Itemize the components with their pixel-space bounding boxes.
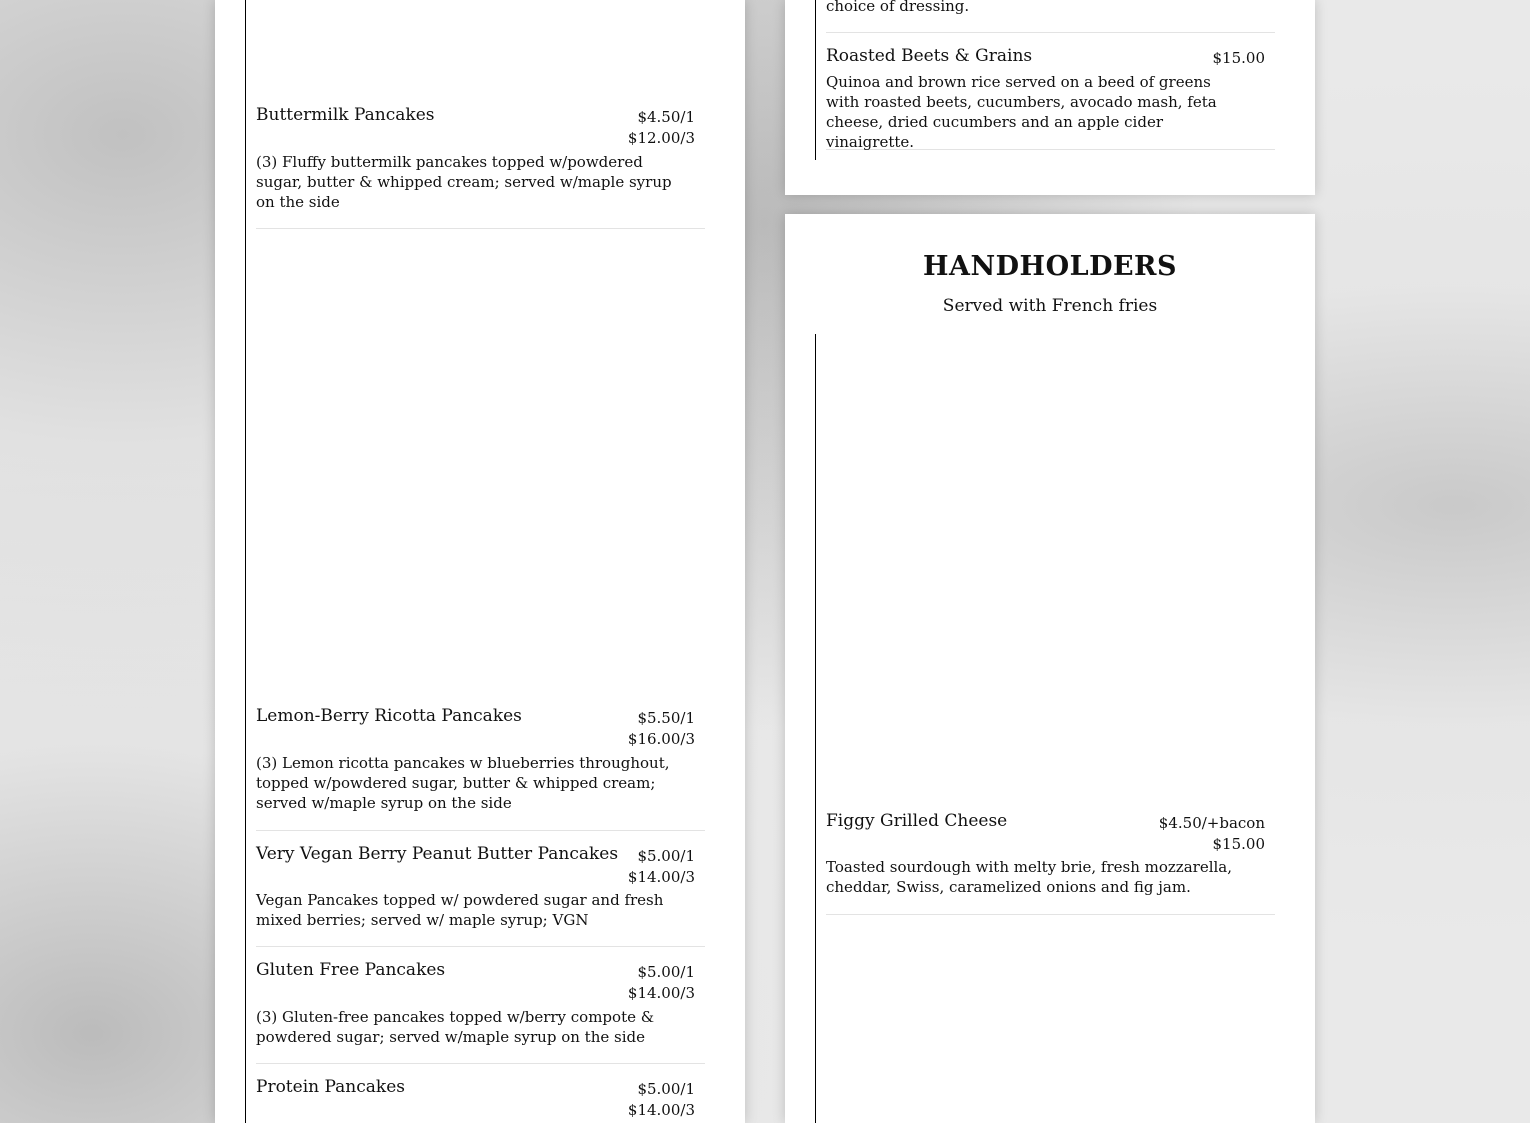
- menu-item-price: [628, 962, 695, 1004]
- handholders-menu-panel: [785, 214, 1315, 1123]
- price-triple: $16.00/3: [627, 730, 695, 748]
- menu-item-description: Vegan Pancakes topped w/ powdered sugar and fresh mixed berries; served w/ maple syrup; VGN: [256, 891, 664, 929]
- section-divider-line: [815, 334, 816, 1123]
- price-single: $15.00: [1212, 835, 1265, 853]
- menu-item-price: [628, 107, 695, 149]
- section-subtitle: Served with French fries: [942, 296, 1158, 316]
- price-single: $5.00/1: [637, 847, 695, 865]
- price-single: $5.50/1: [637, 709, 695, 727]
- menu-item: [256, 705, 705, 831]
- menu-item: [826, 45, 1275, 150]
- menu-item-price: [628, 1079, 695, 1121]
- menu-item-description: (3) Lemon ricotta pancakes w blueberries throughout, topped w/powdered sugar, butter & whipped cream; served w/maple syrup on the side: [256, 754, 670, 812]
- item-separator: [826, 32, 1275, 33]
- price-triple: $14.00/3: [627, 984, 695, 1002]
- menu-item-name: Figgy Grilled Cheese: [826, 811, 1008, 831]
- menu-item: [256, 843, 705, 947]
- price-triple: $14.00/3: [627, 868, 695, 886]
- section-divider-line: [815, 0, 816, 160]
- menu-item: [826, 810, 1275, 915]
- price-single: $5.00/1: [637, 963, 695, 981]
- price-addon: $4.50/+bacon: [1158, 814, 1265, 832]
- pancakes-menu-panel: [215, 0, 745, 1123]
- salads-menu-panel: [785, 0, 1315, 195]
- menu-item-description: (3) Fluffy buttermilk pancakes topped w/powdered sugar, butter & whipped cream; served w/maple syrup on the side: [256, 153, 672, 211]
- price-single: $15.00: [1212, 49, 1265, 67]
- menu-item-price: [1213, 48, 1266, 69]
- previous-item-description-tail: choice of dressing.: [826, 0, 970, 15]
- section-divider-line: [245, 0, 246, 1123]
- menu-item-name: Roasted Beets & Grains: [826, 46, 1033, 66]
- menu-item: [256, 959, 705, 1064]
- menu-item-description: Toasted sourdough with melty brie, fresh mozzarella, cheddar, Swiss, caramelized onions and fig jam.: [826, 858, 1232, 896]
- menu-item-name: Lemon-Berry Ricotta Pancakes: [256, 706, 522, 726]
- section-title: HANDHOLDERS: [923, 251, 1177, 282]
- price-single: $5.00/1: [637, 1080, 695, 1098]
- menu-item-name: Very Vegan Berry Peanut Butter Pancakes: [256, 844, 619, 864]
- menu-item: [256, 104, 705, 229]
- price-triple: $14.00/3: [627, 1101, 695, 1119]
- menu-item-description: (3) Gluten-free pancakes topped w/berry compote & powdered sugar; served w/maple syrup on the side: [256, 1008, 655, 1046]
- menu-item-price: [628, 846, 695, 888]
- menu-item-name: Protein Pancakes: [256, 1077, 405, 1097]
- menu-item: [256, 1076, 705, 1123]
- menu-item-name: Buttermilk Pancakes: [256, 105, 435, 125]
- menu-item-name: Gluten Free Pancakes: [256, 960, 446, 980]
- menu-item-description: Quinoa and brown rice served on a beed of greens with roasted beets, cucumbers, avocado mash, feta cheese, dried cucumbers and an apple cider vinaigrette.: [826, 73, 1217, 151]
- price-single: $4.50/1: [637, 108, 695, 126]
- menu-item-price: [628, 708, 695, 750]
- price-triple: $12.00/3: [627, 129, 695, 147]
- menu-item-price: [1159, 813, 1265, 855]
